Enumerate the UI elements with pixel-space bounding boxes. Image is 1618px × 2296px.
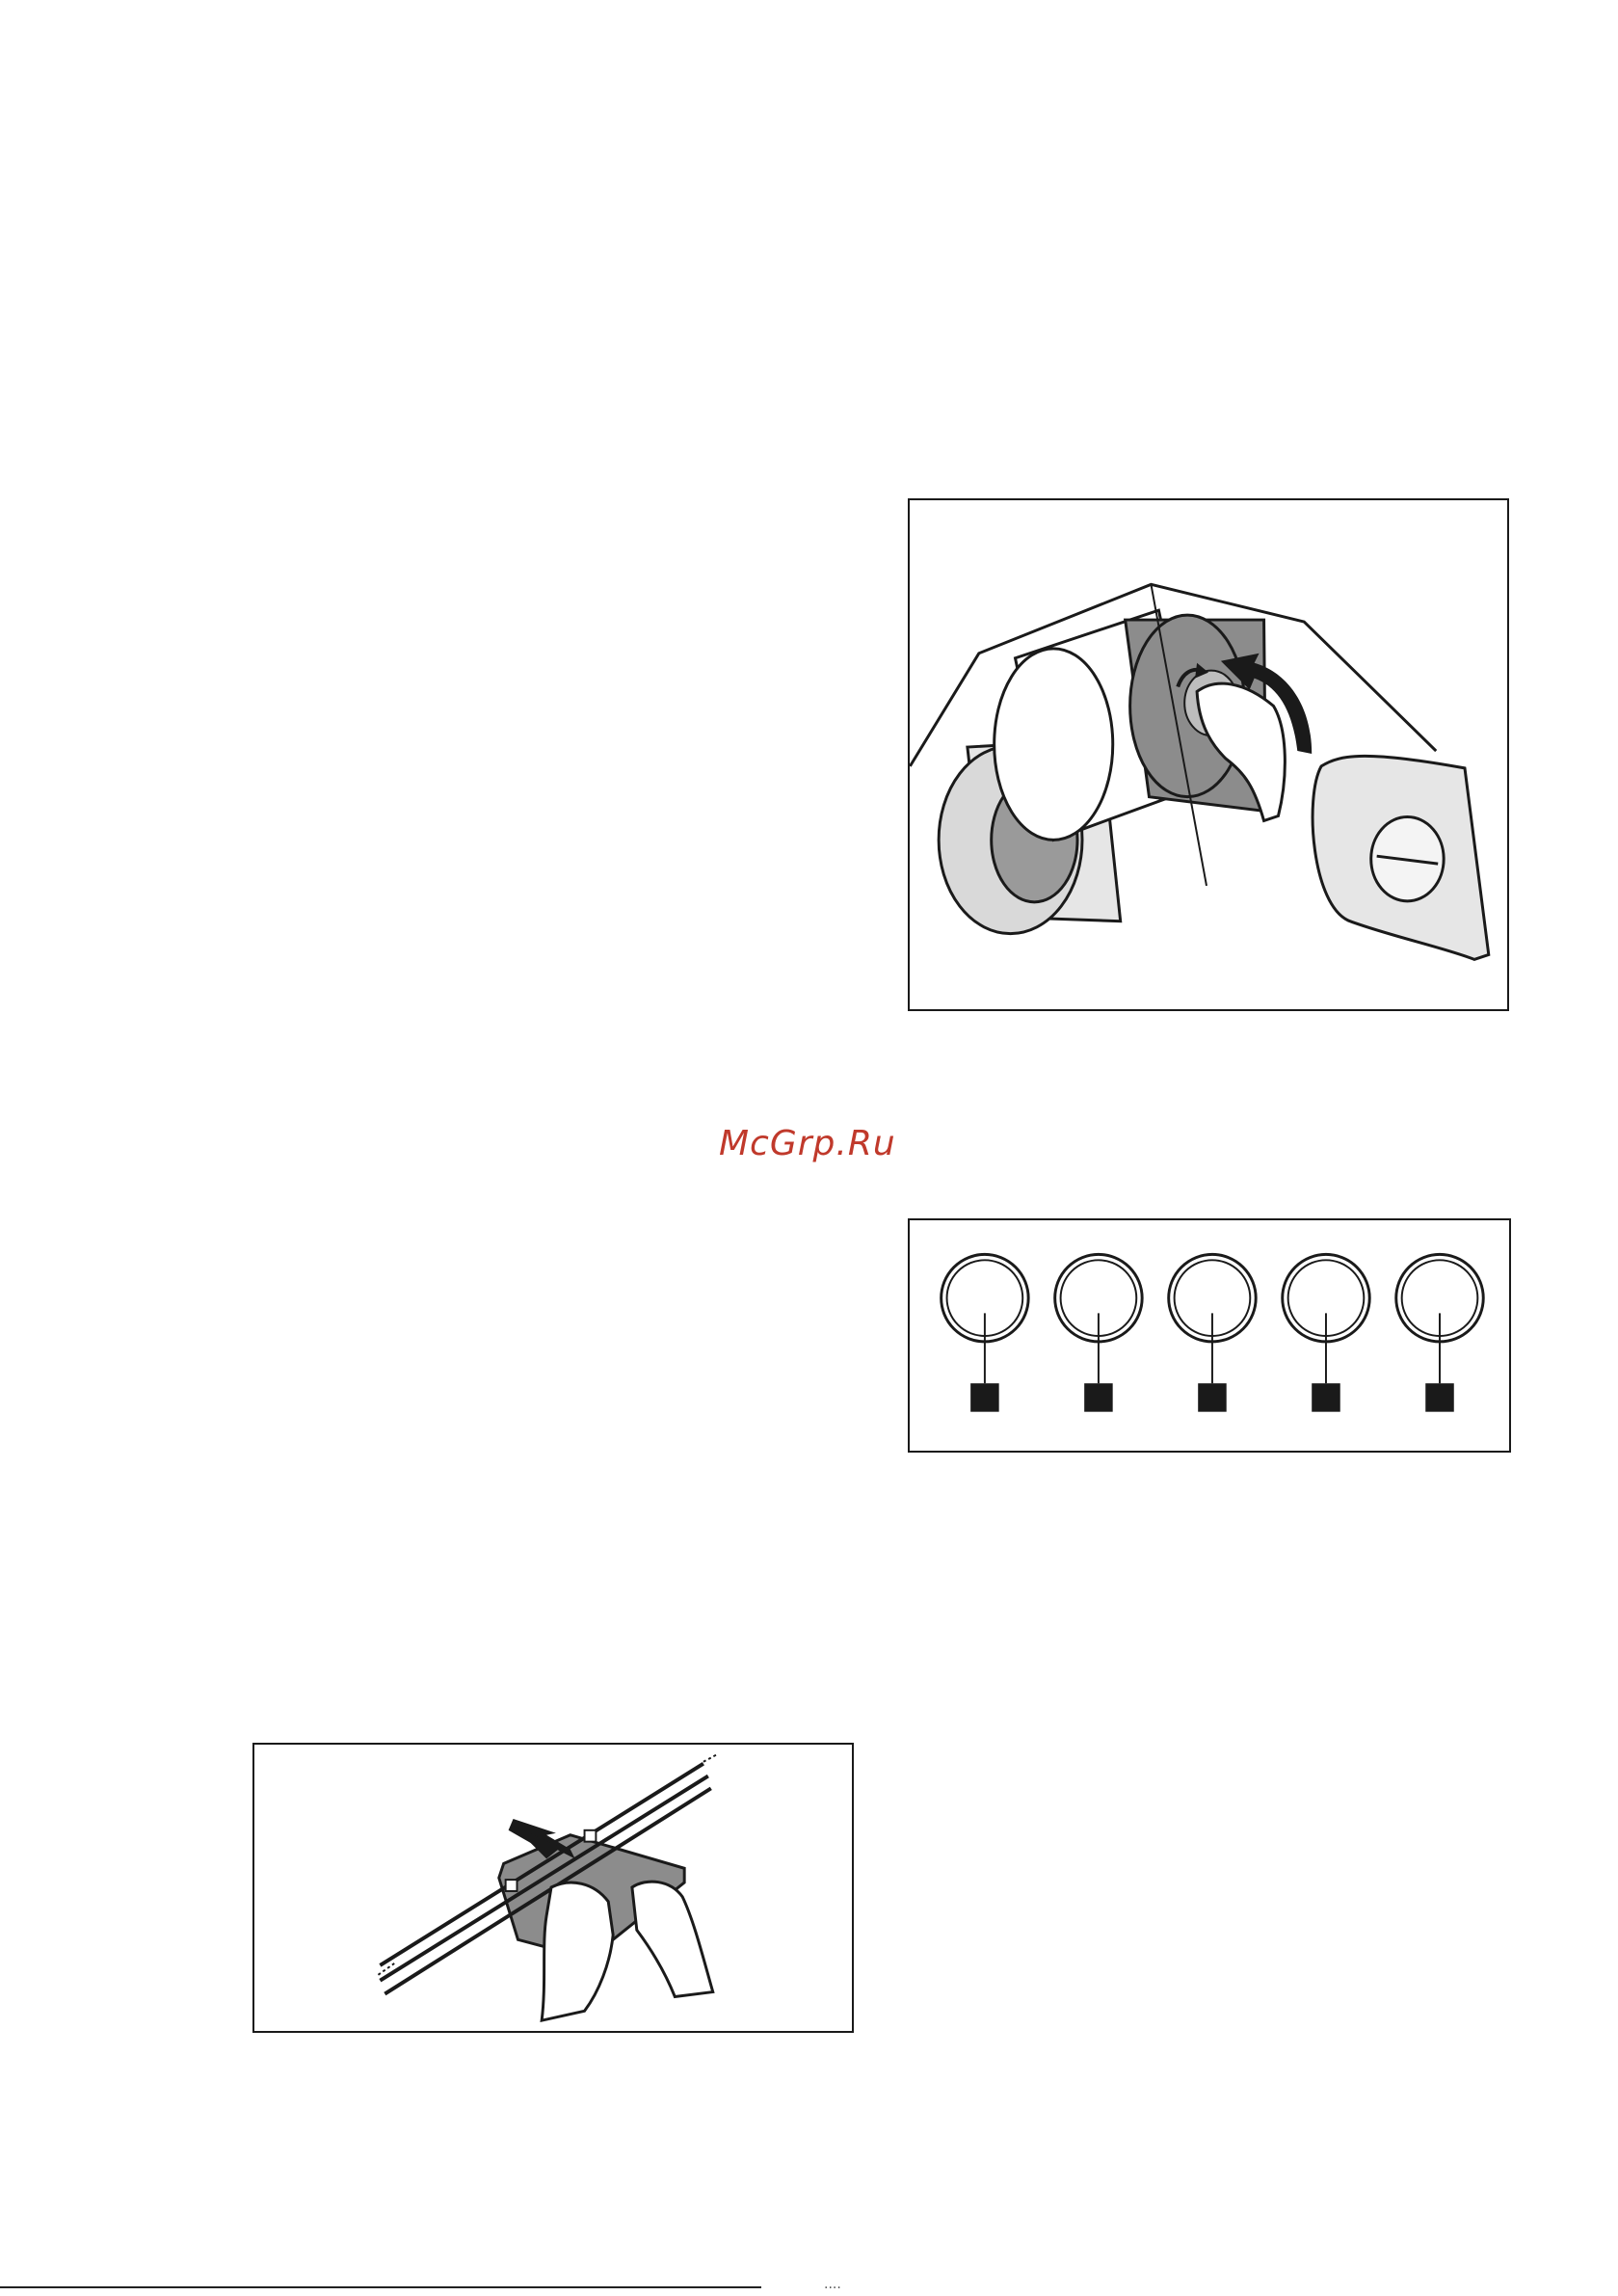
footer-rule	[0, 2286, 761, 2288]
rail-clip-2	[506, 1880, 517, 1891]
grease-filter-figure	[252, 1743, 854, 2033]
filter-removal-figure	[908, 498, 1509, 1011]
button-5	[1396, 1254, 1483, 1411]
button-4-callout-square	[1312, 1383, 1340, 1412]
button-2-callout-square	[1084, 1383, 1113, 1412]
button-5-callout-square	[1425, 1383, 1454, 1412]
second-hand-icon	[632, 1882, 713, 1996]
button-1-callout-square	[970, 1383, 999, 1412]
cartridge-back-ring	[995, 649, 1113, 840]
button-1	[942, 1254, 1028, 1411]
rail-dash-right	[703, 1754, 718, 1762]
filter-removal-illustration	[910, 500, 1507, 1009]
watermark-logo: McGrp.Ru	[719, 1124, 896, 1163]
button-4	[1283, 1254, 1369, 1411]
button-2	[1055, 1254, 1142, 1411]
control-buttons-illustration	[910, 1220, 1509, 1451]
hand-pressing-latch-icon	[542, 1882, 613, 2020]
grease-filter-illustration	[254, 1745, 852, 2031]
control-buttons-figure	[908, 1218, 1511, 1453]
rail-clip-1	[585, 1830, 597, 1842]
button-3-callout-square	[1198, 1383, 1227, 1412]
footer-text: ....	[824, 2277, 841, 2292]
button-3	[1169, 1254, 1256, 1411]
